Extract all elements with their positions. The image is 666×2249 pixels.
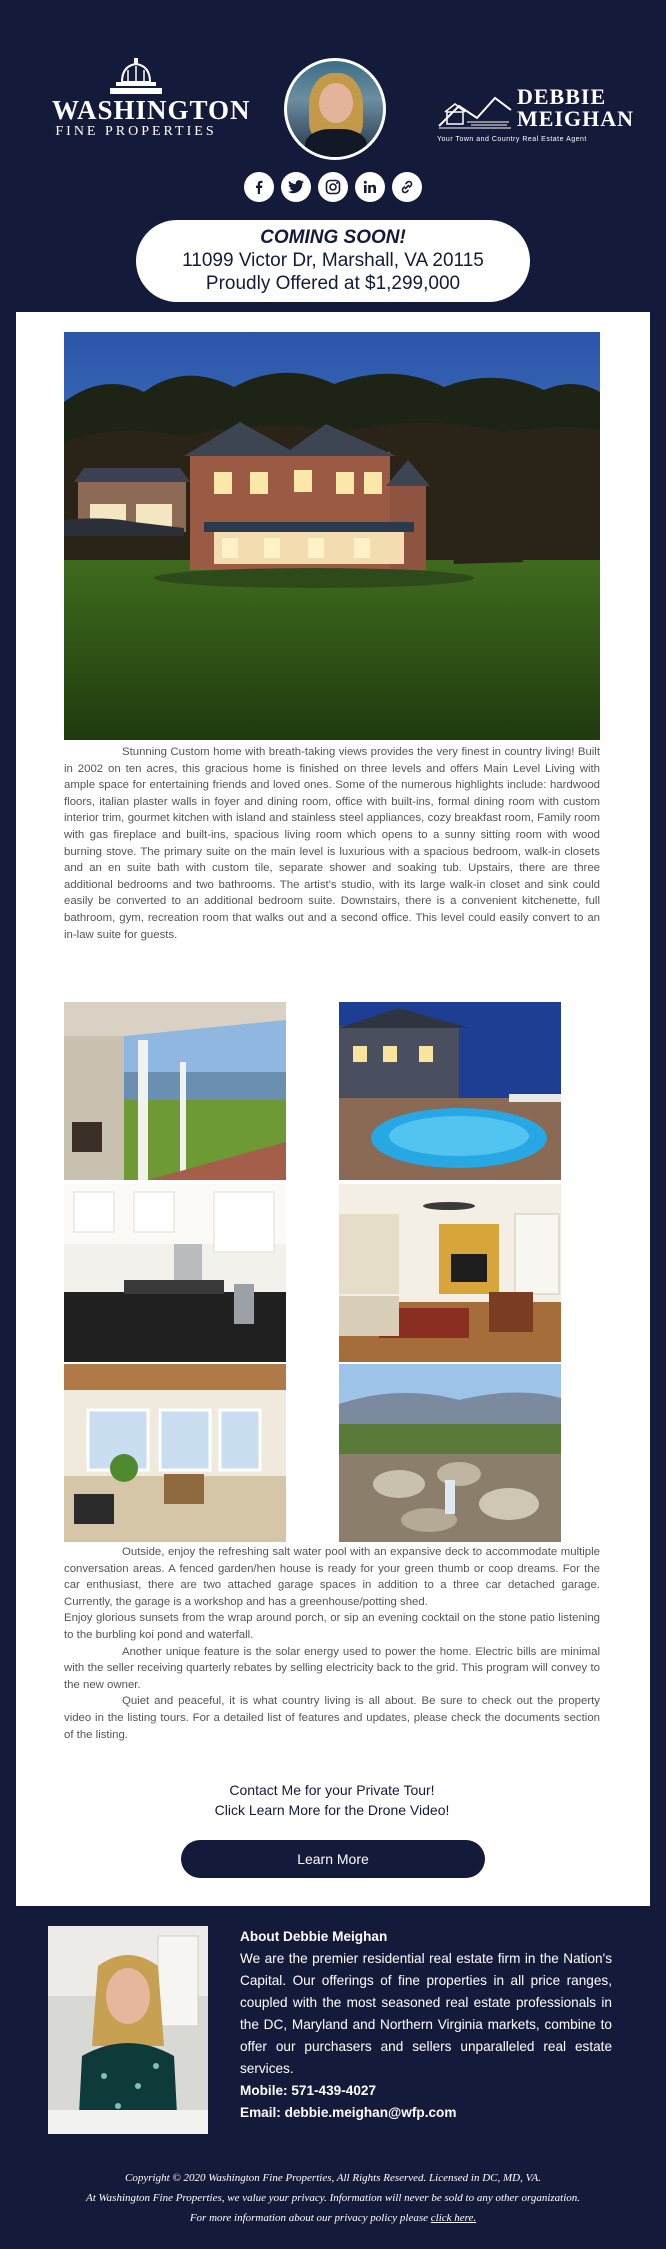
about-heading: About Debbie Meighan — [240, 1929, 388, 1944]
listing-status: COMING SOON! — [260, 227, 406, 248]
facebook-icon[interactable] — [244, 172, 274, 202]
about-agent-section — [0, 1906, 666, 2156]
agent-photo — [48, 1926, 208, 2134]
cta-line-2: Click Learn More for the Drone Video! — [214, 1802, 450, 1818]
about-text — [240, 1926, 612, 2124]
property-description-2 — [64, 1544, 600, 1743]
footer — [0, 2168, 666, 2228]
agent-avatar — [284, 58, 386, 160]
link-icon[interactable] — [392, 172, 422, 202]
gallery-photo-kitchen[interactable] — [64, 1184, 286, 1362]
description-paragraph: Another unique feature is the solar energy used to power the home. Electric bills are minimal with the seller receiving quarterly rebates by selling electricity back to the grid. This program will convey to the new owner. — [64, 1645, 600, 1691]
privacy-policy-link[interactable]: click here. — [430, 2212, 477, 2224]
linkedin-icon[interactable] — [355, 172, 385, 202]
agent-logo-line1: DEBBIE — [517, 84, 607, 109]
footer-policy-text: For more information about our privacy policy please — [189, 2212, 431, 2224]
washington-fine-properties-logo[interactable] — [52, 58, 251, 140]
cta-line-1: Contact Me for your Private Tour! — [229, 1782, 435, 1798]
capitol-dome-icon — [108, 58, 164, 96]
call-to-action — [64, 1780, 600, 1820]
listing-banner — [136, 220, 530, 302]
footer-copyright: Copyright © 2020 Washington Fine Properties, All Rights Reserved. Licensed in DC, MD, VA. — [125, 2172, 541, 2184]
agent-mobile[interactable]: Mobile: 571-439-4027 — [240, 2083, 377, 2098]
listing-card — [16, 312, 650, 1906]
photo-gallery — [64, 1002, 600, 1542]
gallery-photo-family-room[interactable] — [339, 1184, 561, 1362]
hero-photo-house-at-dusk[interactable] — [64, 332, 600, 740]
listing-price: Proudly Offered at $1,299,000 — [205, 273, 461, 294]
description-paragraph: Outside, enjoy the refreshing salt water pool with an expansive deck to accommodate multiple conversation areas. A fenced garden/hen house is ready for your green thumb or coop dreams. For the car enthusiast, there are two attached garage spaces in addition to a three car detached garage. Currently, the garage is a workshop and has a greenhouse/potting shed. — [64, 1546, 600, 1608]
twitter-icon[interactable] — [281, 172, 311, 202]
gallery-photo-sunroom[interactable] — [64, 1364, 286, 1542]
property-description-1 — [64, 744, 600, 943]
gallery-photo-porch-view[interactable] — [64, 1002, 286, 1180]
wfp-logo-line1: WASHINGTON — [52, 95, 251, 125]
wfp-logo-line2: FINE PROPERTIES — [55, 124, 217, 139]
learn-more-button[interactable]: Learn More — [181, 1840, 485, 1878]
agent-logo-line2: MEIGHAN — [517, 106, 634, 131]
gallery-photo-pool-at-night[interactable] — [339, 1002, 561, 1180]
gallery-photo-koi-pond[interactable] — [339, 1364, 561, 1542]
social-links — [244, 172, 422, 202]
agent-logo-tagline: Your Town and Country Real Estate Agent — [437, 136, 587, 143]
footer-privacy: At Washington Fine Properties, we value your privacy. Information will never be sold to any other organization. — [85, 2192, 581, 2204]
header — [0, 0, 666, 310]
description-paragraph: Quiet and peaceful, it is what country living is all about. Be sure to check out the property video in the listing tours. For a detailed list of features and updates, please check the documents section of the listing. — [64, 1695, 600, 1741]
agent-email[interactable]: Email: debbie.meighan@wfp.com — [240, 2105, 457, 2120]
about-body: We are the premier residential real estate firm in the Nation's Capital. Our offerings of fine properties in all price ranges, coupled with the most seasoned real estate professionals in the DC, Maryland and Northern Virginia markets, combine to offer our purchasers and sellers unparalleled real estate services. — [240, 1951, 612, 2076]
description-paragraph: Stunning Custom home with breath-taking views provides the very finest in country living! Built in 2002 on ten acres, this gracious home is finished on three levels and offers Main Level Living with ample space for entertaining friends and loved ones. Some of the numerous highlights include: hardwood floors, italian plaster walls in foyer and dining room, office with built-ins, formal dining room with custom interior trim, gourmet kitchen with island and stainless steel appliances, cozy breakfast room, Family room with gas fireplace and built-ins, spacious living room which opens to a sunny sitting room with wood burning stove. The primary suite on the main level is luxurious with a spacious bedroom, walk-in closets and an en suite bath with custom tile, separate shower and soaking tub. Upstairs, there are three additional bedrooms and two bathrooms. The artist's studio, with its large walk-in closet and sink could easily be converted to an additional bedroom suite. Downstairs, there is a convenient kitchenette, full bathroom, gym, recreation room that walks out and a second office. This level could easily convert to an in-law suite for guests. — [64, 746, 600, 941]
listing-address: 11099 Victor Dr, Marshall, VA 20115 — [182, 250, 484, 271]
farmhouse-logo-icon — [437, 92, 513, 132]
description-paragraph: Enjoy glorious sunsets from the wrap around porch, or sip an evening cocktail on the stone patio listening to the burbling koi pond and waterfall. — [64, 1612, 600, 1641]
footer-policy-line — [0, 2208, 666, 2228]
instagram-icon[interactable] — [318, 172, 348, 202]
